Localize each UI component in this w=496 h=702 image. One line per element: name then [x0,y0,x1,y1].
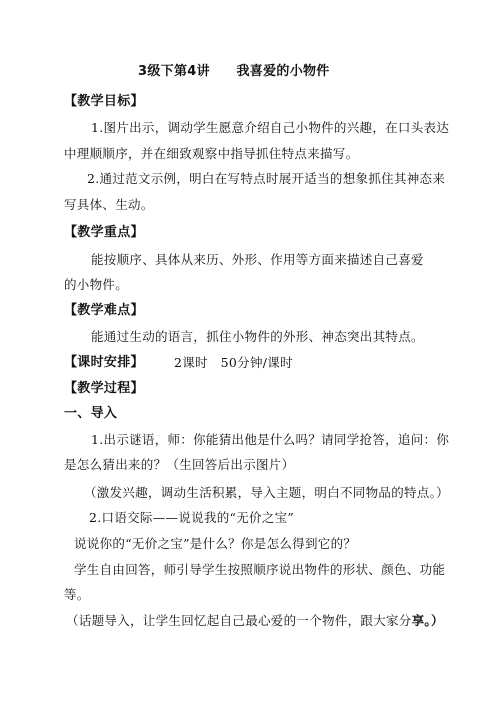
section1-heading: 一、导入 [64,406,118,421]
keypoints-line2: 的小物件。 [64,277,129,292]
keypoints-line1: 能按顺序、具体从来历、外形、作用等方面来描述自己喜爱 [91,252,424,267]
goal1-line2: 中理顺顺序，并在细致观察中指导抓住特点来描写。 [64,146,359,161]
difficulty-heading: 【教学难点】 [64,303,144,318]
document-title: 3级下第4讲 我喜爱的小物件 [138,64,330,79]
goals-heading: 【教学目标】 [64,94,144,109]
paragraph1-line2: 是怎么猜出来的？（生回答后出示图片） [64,457,295,472]
goal2-line2: 写具体、生动。 [64,197,154,212]
difficulty-line1: 能通过生动的语言，抓住小物件的外形、神态突出其特点。 [91,329,424,344]
paragraph4-line1: 说说你的“无价之宝”是什么？你是怎么得到它的？ [74,536,357,551]
paragraph5-line2: 等。 [64,587,90,602]
paragraph6-text: （话题导入，让学生回忆起自己最心爱的一个物件，跟大家分 [66,613,412,628]
paragraph2-line1: （激发兴趣，调动生活积累，导入主题，明白不同物品的特点。） [84,485,449,500]
paragraph1-line1: 1.出示谜语，师：你能猜出他是什么吗？请同学抢答，追问：你 [91,432,450,447]
schedule-value: 2课时 50分钟/课时 [174,355,293,370]
schedule-heading: 【课时安排】 [64,355,144,370]
paragraph6-line1 [66,613,444,629]
process-heading: 【教学过程】 [64,381,144,396]
goal1-line1: 1.图片出示，调动学生愿意介绍自己小物件的兴趣，在口头表达 [91,120,450,135]
paragraph5-line1: 学生自由回答，师引导学生按照顺序说出物件的形状、颜色、功能 [74,562,446,577]
keypoints-heading: 【教学重点】 [64,225,144,240]
goal2-line1: 2.通过范文示例，明白在写特点时展开适当的想象抓住其神态来 [87,171,446,186]
paragraph6-text-bold: 享。） [411,613,444,628]
paragraph3-line1: 2.口语交际——说说我的“无价之宝” [89,510,295,525]
